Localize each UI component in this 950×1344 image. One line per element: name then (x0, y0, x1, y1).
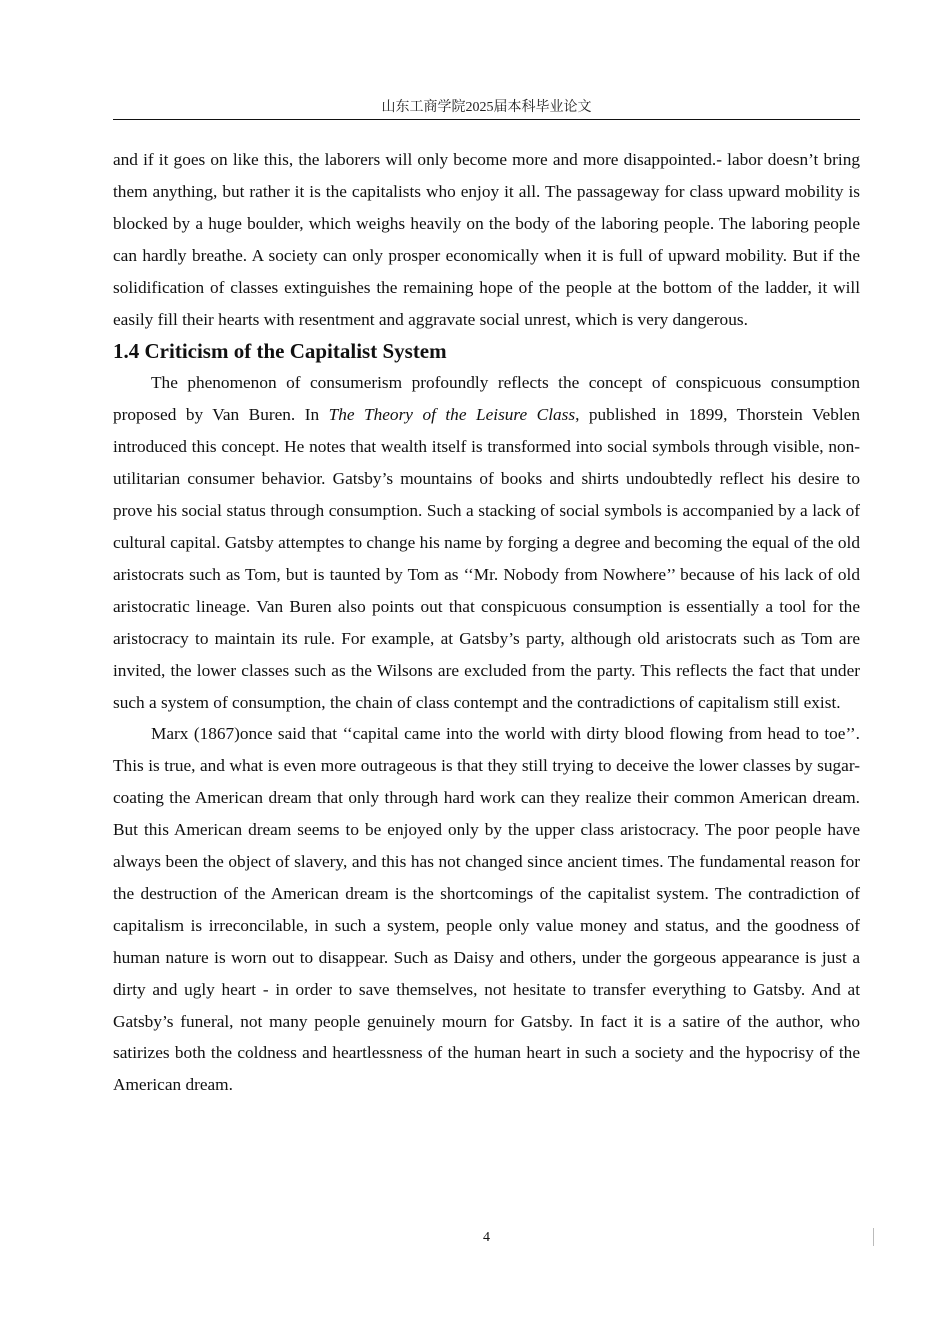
paragraph-2-text-start: The phenomenon of consumerism profoundly reflects the concept of conspicuous consumption proposed by Van Buren. In (113, 373, 860, 425)
body-paragraph-3: Marx (1867)once said that ‘‘capital came into the world with dirty blood flowing from head to toe’’. This is true, and what is even more outrageous is that they still trying to deceive the lower classes by sugar-coating the American dream that only through hard work can they realize their common American dream. But this American dream seems to be enjoyed only by the upper class aristocracy. The poor people have always been the object of slavery, and this has not changed since ancient times. The fundamental reason for the destruction of the American dream is the shortcomings of the capitalist system. The contradiction of capitalism is irreconcilable, in such a system, people only value money and status, and the goodness of human nature is worn out to disappear. Such as Daisy and others, under the gorgeous appearance is just a dirty and ugly heart - in order to save themselves, not hesitate to transfer everything to Gatsby. And at Gatsby’s funeral, not many people genuinely mourn for Gatsby. In fact it is a satire of the author, who satirizes both the coldness and heartlessness of the human heart in such a society and the hypocrisy of the American dream. (113, 724, 860, 1095)
section-heading: 1.4 Criticism of the Capitalist System (113, 339, 447, 364)
page-header: 山东工商学院2025届本科毕业论文 (381, 100, 592, 115)
book-title: The Theory of the Leisure Class (328, 405, 576, 425)
body-paragraph-1: and if it goes on like this, the laborers will only become more and more disappointed.- labor doesn’t bring them anything, but rather it is the capitalists who enjoy it all. The passageway for class upward mobility is blocked by a huge boulder, which weighs heavily on the body of the laboring people. The laboring people can hardly breathe. A society can only prosper economically when it is full of upward mobility. But if the solidification of classes extinguishes the remaining hope of the people at the bottom of the ladder, it will easily fill their hearts with resentment and aggravate social unrest, which is very dangerous. (113, 150, 860, 329)
page-number: 4 (483, 1230, 490, 1245)
paragraph-2-text-end: , published in 1899, Thorstein Veblen introduced this concept. He notes that wealth itself is transformed into social symbols through visible, non-utilitarian consumer behavior. Gatsby’s mountains of books and shirts undoubtedly reflect his desire to prove his social status through consumption. Such a stacking of social symbols is accompanied by a lack of cultural capital. Gatsby attemptes to change his name by forging a degree and becoming the equal of the old aristocrats such as Tom, but is taunted by Tom as ‘‘Mr. Nobody from Nowhere’’ because of his lack of old aristocratic lineage. Van Buren also points out that conspicuous consumption is essentially a tool for the aristocracy to maintain its rule. For example, at Gatsby’s party, although old aristocrats such as Tom are invited, the lower classes such as the Wilsons are excluded from the party. This reflects the fact that under such a system of consumption, the chain of class contempt and the contradictions of capitalism still exist. (113, 405, 860, 712)
document-body (113, 144, 860, 1101)
margin-mark (873, 1228, 874, 1246)
header-divider (113, 119, 860, 120)
body-paragraph-2 (113, 367, 860, 718)
